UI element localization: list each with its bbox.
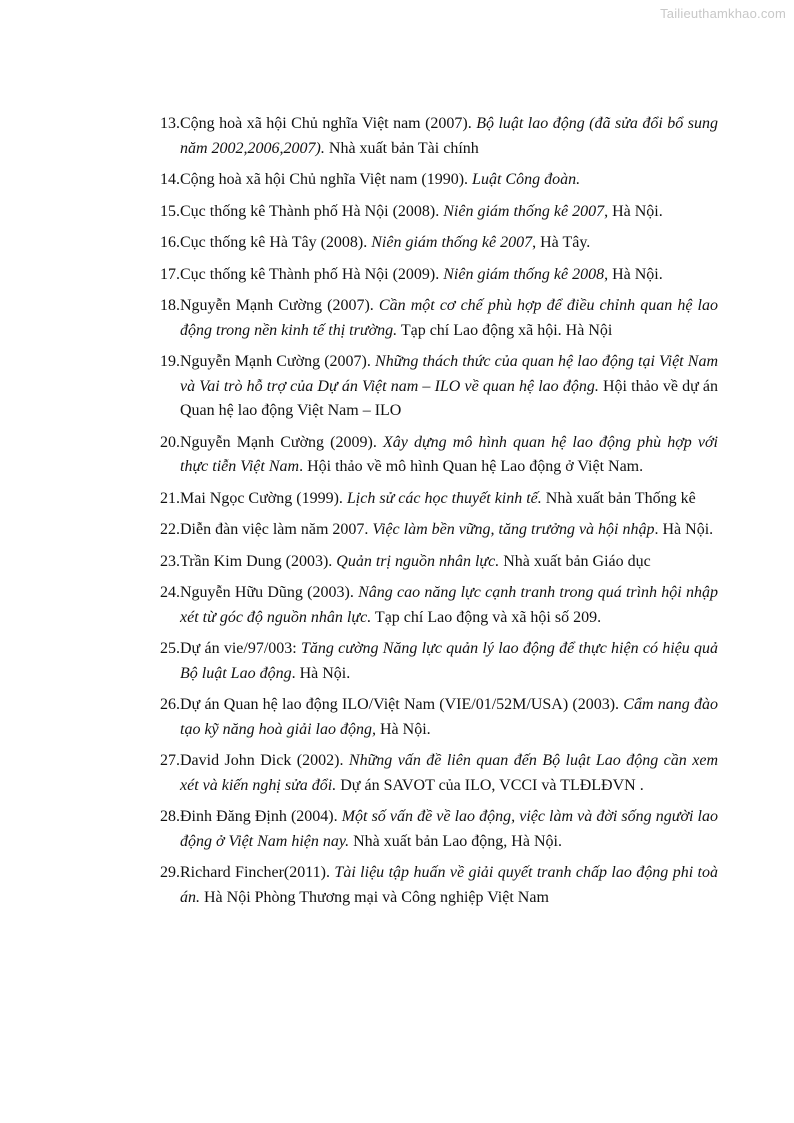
- reference-item: [150, 749, 718, 798]
- reference-item: [150, 693, 718, 742]
- reference-number: 27.: [160, 752, 180, 769]
- reference-publisher: Nhà xuất bản Lao động, Hà Nội.: [349, 832, 562, 850]
- reference-item: [150, 487, 718, 512]
- reference-title: Niên giám thống kê 2007: [443, 202, 605, 220]
- reference-number: 24.: [160, 584, 180, 601]
- reference-author: Cộng hoà xã hội Chủ nghĩa Việt nam (2007).: [180, 115, 477, 132]
- reference-item: [150, 637, 718, 686]
- reference-publisher: . Hội thảo về mô hình Quan hệ Lao động ở Việt Nam.: [299, 458, 644, 475]
- watermark-text: Tailieuthamkhao.com: [660, 6, 786, 21]
- reference-item: [150, 805, 718, 854]
- reference-number: 21.: [160, 489, 180, 507]
- reference-author: Dự án vie/97/003:: [180, 640, 301, 657]
- reference-author: Richard Fincher(2011).: [180, 864, 335, 881]
- reference-title: Xây dựng mô hình quan hệ lao động phù hợp với thực tiễn Việt Nam: [180, 433, 718, 475]
- reference-author: Diễn đàn việc làm năm 2007.: [180, 521, 373, 538]
- reference-item: [150, 231, 718, 256]
- reference-publisher: Nhà xuất bản Giáo dục: [499, 552, 651, 570]
- reference-number: 20.: [160, 433, 180, 451]
- reference-publisher: Nhà xuất bản Tài chính: [324, 139, 479, 157]
- reference-author: Mai Ngọc Cường (1999).: [180, 489, 347, 507]
- reference-number: 25.: [160, 640, 180, 657]
- reference-title: Việc làm bền vững, tăng trưởng và hội nhập: [372, 521, 655, 538]
- reference-publisher: Hà Nội Phòng Thương mại và Công nghiệp Việt Nam: [200, 888, 549, 906]
- reference-number: 15.: [160, 202, 180, 220]
- reference-title: Lịch sử các học thuyết kinh tế.: [346, 489, 542, 507]
- reference-number: 19.: [160, 353, 180, 370]
- reference-item: [150, 581, 718, 630]
- reference-publisher: Dự án SAVOT của ILO, VCCI và TLĐLĐVN .: [336, 776, 644, 794]
- reference-number: 29.: [160, 864, 180, 881]
- reference-item: [150, 112, 718, 161]
- reference-item: [150, 294, 718, 343]
- reference-author: Đinh Đăng Định (2004).: [180, 808, 342, 825]
- reference-number: 17.: [160, 265, 180, 283]
- reference-title: Những vấn đề liên quan đến Bộ luật Lao động cần xem xét và kiến nghị sửa đổi.: [180, 752, 718, 794]
- reference-item: [150, 263, 718, 288]
- reference-number: 13.: [160, 115, 180, 132]
- reference-item: [150, 350, 718, 424]
- reference-title: Quản trị nguồn nhân lực.: [336, 552, 500, 570]
- reference-publisher: Tạp chí Lao động và xã hội số 209.: [371, 608, 602, 626]
- reference-number: 26.: [160, 696, 180, 713]
- reference-author: Cục thống kê Hà Tây (2008).: [180, 234, 372, 251]
- reference-author: Nguyễn Mạnh Cường (2009).: [180, 433, 383, 451]
- reference-number: 18.: [160, 297, 180, 314]
- reference-title: Bộ luật lao động (đã sửa đổi bổ sung năm 2002,2006,2007).: [180, 115, 718, 157]
- reference-author: Dự án Quan hệ lao động ILO/Việt Nam (VIE/01/52M/USA) (2003).: [180, 696, 624, 713]
- reference-number: 28.: [160, 808, 180, 825]
- reference-publisher: Tạp chí Lao động xã hội. Hà Nội: [397, 321, 613, 339]
- reference-list: [150, 112, 718, 917]
- reference-number: 16.: [160, 234, 180, 251]
- reference-title: Niên giám thống kê 2007: [371, 234, 533, 251]
- reference-title: Nâng cao năng lực cạnh tranh trong quá trình hội nhập xét từ góc độ nguồn nhân lực.: [180, 584, 718, 626]
- reference-title: Những thách thức của quan hệ lao động tại Việt Nam và Vai trò hỗ trợ của Dự án Việt nam – ILO về quan hệ lao động.: [180, 353, 718, 395]
- reference-publisher: Hà Nội.: [375, 720, 431, 738]
- reference-item: [150, 861, 718, 910]
- reference-publisher: , Hà Nội.: [604, 202, 663, 220]
- reference-publisher: Hội thảo về dự án Quan hệ lao động Việt Nam – ILO: [180, 377, 719, 419]
- reference-title: Cần một cơ chế phù hợp để điều chỉnh quan hệ lao động trong nền kinh tế thị trường.: [180, 297, 719, 339]
- reference-author: Trần Kim Dung (2003).: [180, 552, 337, 570]
- reference-publisher: , Hà Tây.: [532, 234, 591, 251]
- reference-title: Tài liệu tập huấn về giải quyết tranh chấp lao động phi toà án.: [180, 864, 718, 906]
- reference-number: 14.: [160, 171, 180, 188]
- reference-number: 22.: [160, 521, 180, 538]
- reference-title: Tăng cường Năng lực quản lý lao động để thực hiện có hiệu quả Bộ luật Lao động: [180, 640, 718, 682]
- reference-title: Luật Công đoàn.: [472, 171, 581, 188]
- reference-item: [150, 550, 718, 575]
- reference-author: David John Dick (2002).: [180, 752, 349, 769]
- reference-item: [150, 168, 718, 193]
- reference-item: [150, 518, 718, 543]
- reference-author: Nguyễn Mạnh Cường (2007).: [180, 353, 376, 370]
- reference-publisher: . Hà Nội.: [291, 664, 351, 682]
- reference-publisher: Nhà xuất bản Thống kê: [541, 489, 696, 507]
- reference-item: [150, 200, 718, 225]
- reference-number: 23.: [160, 552, 180, 570]
- reference-author: Cục thống kê Thành phố Hà Nội (2008).: [180, 202, 444, 220]
- reference-title: Một số vấn đề về lao động, việc làm và đời sống người lao động ở Việt Nam hiện nay.: [180, 808, 719, 850]
- reference-author: Nguyễn Mạnh Cường (2007).: [180, 297, 379, 314]
- reference-title: Niên giám thống kê 2008: [443, 265, 605, 283]
- reference-author: Cộng hoà xã hội Chủ nghĩa Việt nam (1990).: [180, 171, 473, 188]
- reference-publisher: , Hà Nội.: [604, 265, 663, 283]
- reference-publisher: . Hà Nội.: [654, 521, 714, 538]
- reference-title: Cẩm nang đào tạo kỹ năng hoà giải lao động,: [180, 696, 718, 738]
- reference-author: Nguyễn Hữu Dũng (2003).: [180, 584, 359, 601]
- reference-item: [150, 431, 718, 480]
- reference-author: Cục thống kê Thành phố Hà Nội (2009).: [180, 265, 444, 283]
